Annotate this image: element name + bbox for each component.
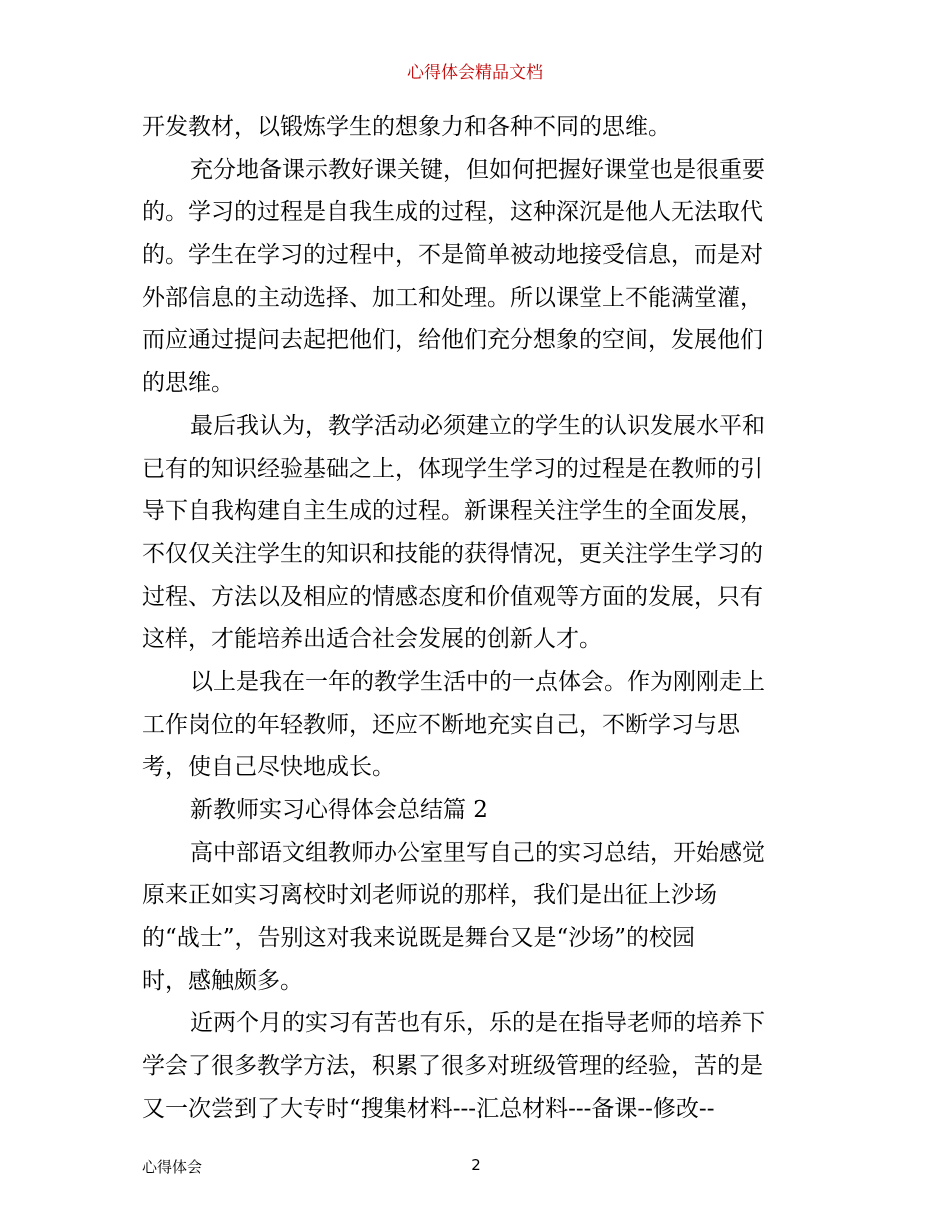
text-line: 的。学习的过程是自我生成的过程，这种深沉是他人无法取代 [142, 199, 763, 226]
page-number: 2 [471, 1156, 481, 1174]
text-line: 不仅仅关注学生的知识和技能的获得情况，更关注学生学习的 [142, 540, 763, 567]
text-line: 又一次尝到了大专时“搜集材料---汇总材料---备课--修改-- [142, 1095, 715, 1122]
text-line: 过程、方法以及相应的情感态度和价值观等方面的发展，只有 [142, 583, 763, 610]
text-line: 的“战士”，告别这对我来说既是舞台又是“沙场”的校园 [142, 925, 696, 952]
text-line: 的。学生在学习的过程中，不是简单被动地接受信息，而是对 [142, 242, 763, 269]
text-line: 近两个月的实习有苦也有乐，乐的是在指导老师的培养下 [190, 1010, 765, 1037]
text-line: 考，使自己尽快地成长。 [142, 754, 395, 781]
text-line: 原来正如实习离校时刘老师说的那样，我们是出征上沙场 [142, 882, 717, 909]
text-line: 高中部语文组教师办公室里写自己的实习总结，开始感觉 [190, 839, 765, 866]
footer-label: 心得体会 [142, 1158, 203, 1176]
text-line: 这样，才能培养出适合社会发展的创新人才。 [142, 626, 602, 653]
page-header-title: 心得体会精品文档 [407, 63, 543, 83]
text-line: 外部信息的主动选择、加工和处理。所以课堂上不能满堂灌， [142, 284, 763, 311]
text-line: 导下自我构建自主生成的过程。新课程关注学生的全面发展， [142, 498, 763, 525]
text-line: 最后我认为，教学活动必须建立的学生的认识发展水平和 [190, 412, 765, 439]
text-line: 而应通过提问去起把他们，给他们充分想象的空间，发展他们 [142, 327, 763, 354]
text-line: 已有的知识经验基础之上，体现学生学习的过程是在教师的引 [142, 455, 763, 482]
text-line: 学会了很多教学方法，积累了很多对班级管理的经验，苦的是 [142, 1053, 763, 1080]
text-line: 工作岗位的年轻教师，还应不断地充实自己，不断学习与思 [142, 711, 740, 738]
text-line: 时，感触颇多。 [142, 967, 303, 994]
text-line: 的思维。 [142, 370, 234, 397]
document-body [142, 106, 810, 1131]
text-line: 以上是我在一年的教学生活中的一点体会。作为刚刚走上 [190, 668, 765, 695]
section-heading: 新教师实习心得体会总结篇 2 [190, 797, 488, 823]
text-line: 开发教材，以锻炼学生的想象力和各种不同的思维。 [142, 114, 671, 140]
text-line: 充分地备课示教好课关键，但如何把握好课堂也是很重要 [190, 156, 765, 183]
